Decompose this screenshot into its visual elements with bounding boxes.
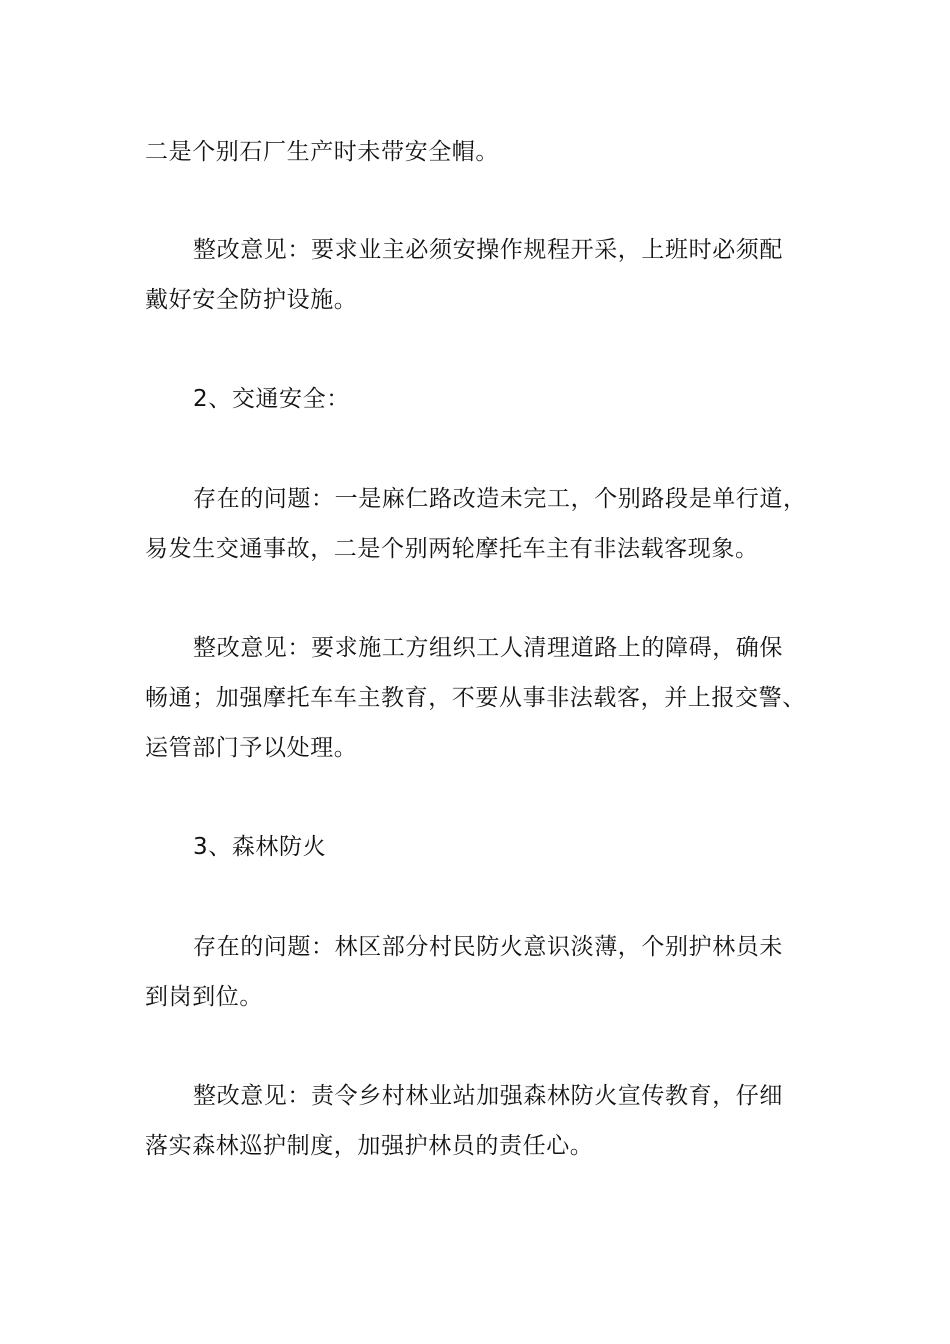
- text-line-rectification-1: 整改意见：要求业主必须安操作规程开采，上班时必须配: [193, 237, 783, 263]
- text-line-forest-rectification: 整改意见：责令乡村林业站加强森林防火宣传教育，仔细: [193, 1083, 783, 1109]
- text-line-forest-problems: 存在的问题：林区部分村民防火意识淡薄，个别护林员未: [193, 934, 783, 960]
- text-line-forest-rectification-continued: 落实森林巡护制度，加强护林员的责任心。: [145, 1133, 594, 1159]
- section-heading-traffic-safety: 2、交通安全：: [193, 386, 350, 412]
- text-line-traffic-rectification-continued: 畅通；加强摩托车车主教育，不要从事非法载客，并上报交警、: [145, 685, 806, 711]
- text-line-problem-2-continued: 二是个别石厂生产时未带安全帽。: [145, 139, 499, 165]
- text-line-forest-problems-continued: 到岗到位。: [145, 984, 263, 1010]
- text-line-traffic-rectification: 整改意见：要求施工方组织工人清理道路上的障碍，确保: [193, 635, 783, 661]
- text-line-traffic-problems: 存在的问题：一是麻仁路改造未完工，个别路段是单行道，: [193, 486, 807, 512]
- text-line-traffic-rectification-end: 运管部门予以处理。: [145, 735, 358, 761]
- section-heading-forest-fire-prevention: 3、森林防火: [193, 834, 327, 860]
- text-line-traffic-problems-continued: 易发生交通事故，二是个别两轮摩托车主有非法载客现象。: [145, 536, 759, 562]
- text-line-rectification-1-continued: 戴好安全防护设施。: [145, 287, 358, 313]
